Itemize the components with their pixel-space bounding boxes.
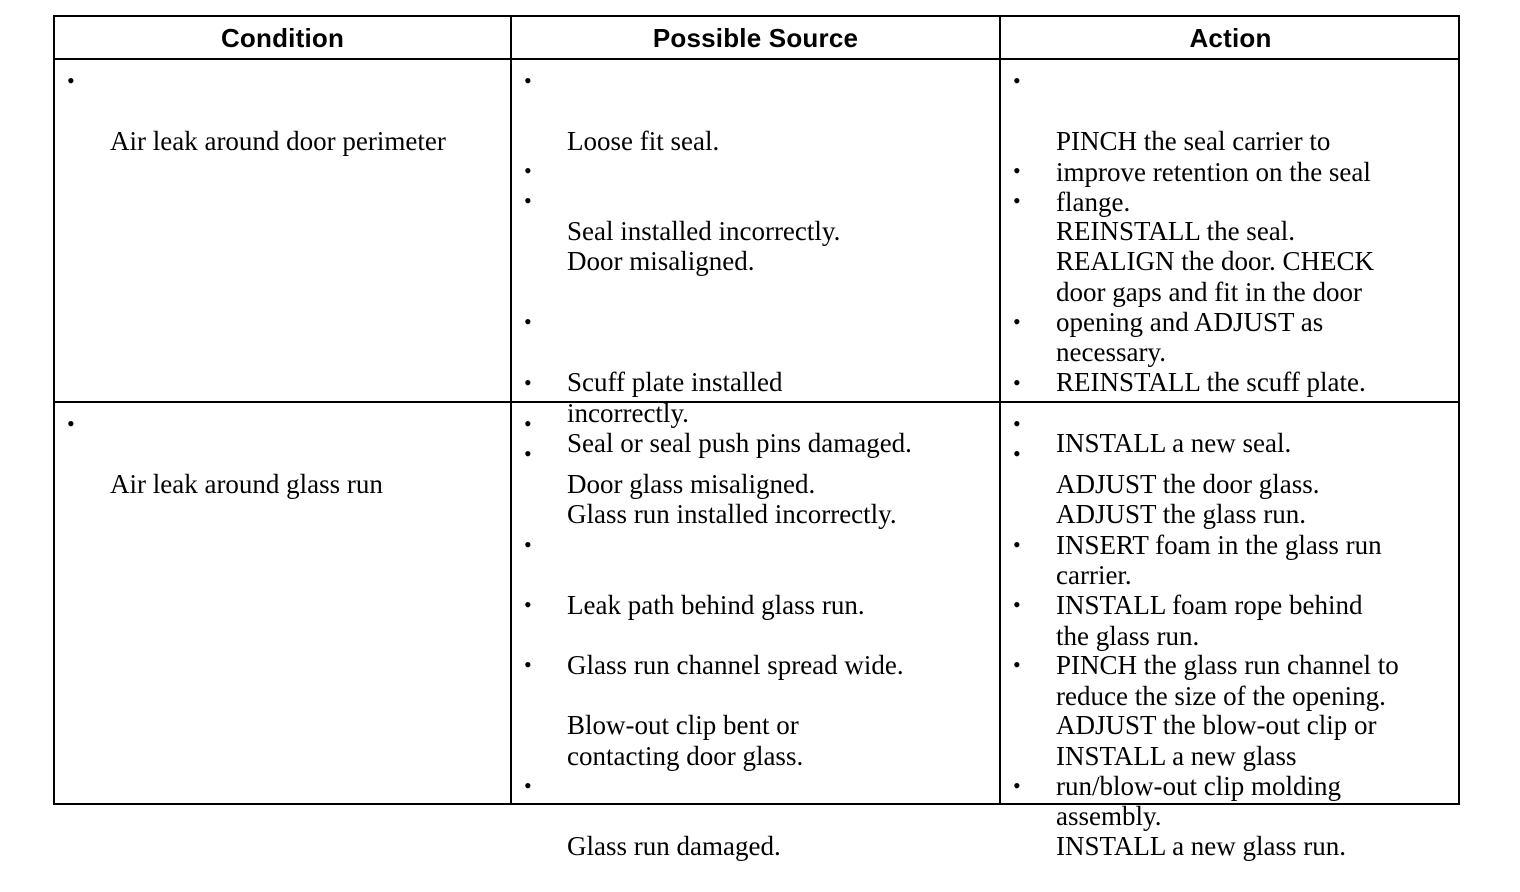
bullet-mark: • [524, 532, 532, 557]
header-possible-source: Possible Source [652, 22, 859, 53]
action-text: ADJUST the door glass. [1056, 469, 1320, 500]
header-condition: Condition [220, 22, 345, 53]
source-text: Glass run damaged. [567, 831, 781, 862]
column-divider [510, 17, 512, 803]
source-text: Scuff plate installed incorrectly. [567, 367, 783, 428]
bullet-mark: • [524, 68, 532, 93]
bullet-mark: • [524, 309, 532, 334]
bullet-mark: • [524, 158, 532, 183]
bullet-mark: • [524, 411, 532, 436]
bullet-mark: • [67, 411, 75, 436]
bullet-mark: • [524, 652, 532, 677]
bullet-mark: • [1013, 592, 1021, 617]
action-text: REALIGN the door. CHECK door gaps and fit in the door opening and ADJUST as necessary. [1056, 246, 1374, 368]
bullet-mark: • [1013, 532, 1021, 557]
bullet-mark: • [524, 188, 532, 213]
action-text: INSTALL a new glass run. [1056, 831, 1347, 862]
bullet-mark: • [524, 370, 532, 395]
bullet-mark: • [1013, 411, 1021, 436]
header-action: Action [1189, 22, 1272, 53]
bullet-mark: • [524, 441, 532, 466]
source-text: Leak path behind glass run. [567, 590, 865, 621]
source-item [524, 771, 994, 892]
action-text: REINSTALL the scuff plate. [1056, 367, 1366, 398]
bullet-mark: • [1013, 370, 1021, 395]
action-text: PINCH the glass run channel to reduce the size of the opening. [1056, 650, 1399, 711]
condition-text: Air leak around glass run [110, 469, 383, 500]
action-text: ADJUST the blow-out clip or INSTALL a new glass run/blow-out clip molding assembly. [1056, 710, 1377, 832]
bullet-mark: • [1013, 652, 1021, 677]
condition-item [67, 409, 507, 530]
source-text: Blow-out clip bent or contacting door glass. [567, 710, 804, 771]
bullet-mark: • [1013, 188, 1021, 213]
action-text: ADJUST the glass run. INSERT foam in the glass run carrier. [1056, 499, 1382, 590]
action-text: INSTALL foam rope behind the glass run. [1056, 590, 1363, 651]
action-text: REINSTALL the seal. [1056, 216, 1296, 247]
source-text: Seal installed incorrectly. [567, 216, 841, 247]
diagnosis-table [53, 15, 1460, 862]
source-text: Glass run channel spread wide. [567, 650, 904, 681]
bullet-mark: • [1013, 158, 1021, 183]
bullet-mark: • [1013, 309, 1021, 334]
source-text: Door misaligned. [567, 246, 755, 277]
condition-text: Air leak around door perimeter [110, 126, 446, 157]
bullet-mark: • [524, 773, 532, 798]
bullet-mark: • [1013, 441, 1021, 466]
source-text: Loose fit seal. [567, 126, 720, 157]
source-text: Door glass misaligned. [567, 469, 816, 500]
bullet-mark: • [1013, 68, 1021, 93]
action-text: PINCH the seal carrier to improve retention on the seal flange. [1056, 126, 1371, 217]
action-text: INSTALL a new seal. [1056, 428, 1292, 459]
source-text: Seal or seal push pins damaged. [567, 428, 912, 459]
column-divider [999, 17, 1001, 803]
bullet-mark: • [1013, 773, 1021, 798]
bullet-mark: • [524, 592, 532, 617]
bullet-mark: • [67, 68, 75, 93]
source-item [524, 186, 994, 307]
condition-item [67, 66, 507, 187]
source-text: Glass run installed incorrectly. [567, 499, 897, 530]
action-item [1013, 771, 1453, 892]
